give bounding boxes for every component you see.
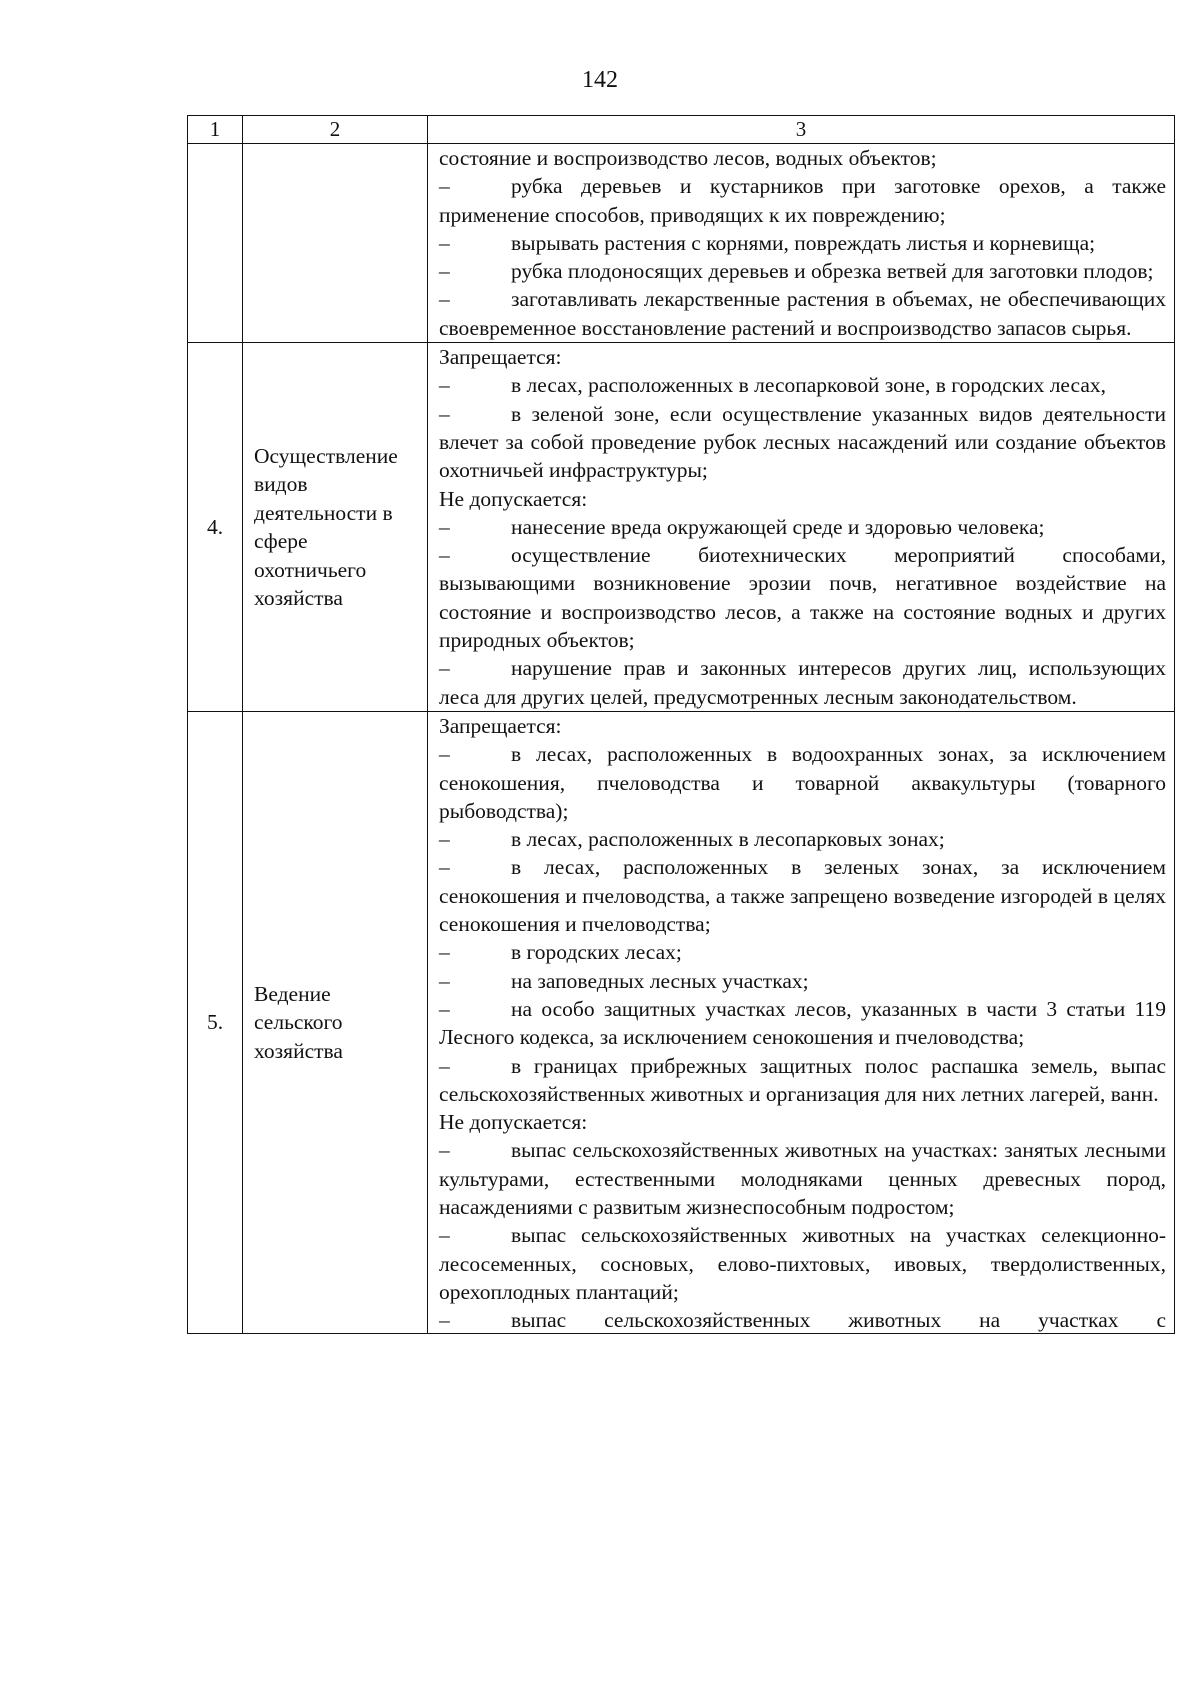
bullet-item: – в лесах, расположенных в зеленых зонах, за исключением сенокошения и пчеловодства, а также запрещено возведение изгородей в целях сенокошения и пчеловодства; [439,855,1166,937]
row-content-cell [428,144,1175,343]
dash-marker: – [439,287,450,312]
table-row-5 [188,711,1175,1333]
bullet-item: – вырывать растения с корнями, повреждать листья и корневища; [439,229,1166,257]
bullet-item: – на особо защитных участках лесов, указанных в части 3 статьи 119 Лесного кодекса, за исключением сенокошения и пчеловодства; [439,996,1166,1050]
bullet-item: – нарушение прав и законных интересов других лиц, использующих леса для других целей, предусмотренных лесным законодательством. [439,656,1166,709]
dash-marker: – [439,827,450,852]
bullet-item: – выпас сельскохозяйственных животных на участках селекционно-лесосеменных, сосновых, елово-пихтовых, ивовых, твердолиственных, орехоплодных плантаций; [439,1223,1166,1304]
bullet-item: – в границах прибрежных защитных полос распашка земель, выпас сельскохозяйственных животных и организация для них летних лагерей, ванн. [439,1053,1166,1106]
table-row-4 [188,343,1175,712]
bullet-item: – рубка деревьев и кустарников при заготовке орехов, а также применение способов, приводящих к их повреждению; [439,174,1166,227]
dash-marker: – [439,514,450,539]
column-header-3: 3 [428,116,1175,144]
dash-marker: – [439,940,450,965]
row-content-cell [428,343,1175,712]
bullet-item: – в лесах, расположенных в лесопарковой зоне, в городских лесах, [439,371,1166,399]
row-content-cell [428,711,1175,1333]
bullet-item: – в лесах, расположенных в водоохранных зонах, за исключением сенокошения, пчеловодства и товарной аквакультуры (товарного рыбоводства); [439,742,1166,823]
row-name-cell [243,144,428,343]
content-line: состояние и воспроизводство лесов, водных объектов; [439,146,937,170]
bullet-item: – рубка плодоносящих деревьев и обрезка ветвей для заготовки плодов; [439,257,1166,285]
activity-name: Осуществление видов деятельности в сфере охотничьего хозяйства [243,343,428,712]
bullet-item: – на заповедных лесных участках; [439,967,1166,995]
regulation-table [187,115,1175,1334]
content-heading: Не допускается: [439,1110,588,1135]
bullet-item: – выпас сельскохозяйственных животных на участках с [439,1306,1166,1333]
column-header-1: 1 [188,116,243,144]
dash-marker: – [439,996,450,1021]
activity-name: Ведение сельского хозяйства [243,711,428,1333]
dash-marker: – [439,174,450,199]
page-number: 142 [582,67,618,93]
dash-marker: – [439,259,450,284]
content-heading: Не допускается: [439,486,588,511]
dash-marker: – [439,230,450,255]
bullet-item: – заготавливать лекарственные растения в объемах, не обеспечивающих своевременное восстановление растений и воспроизводство запасов сырья. [439,287,1166,340]
column-header-2: 2 [243,116,428,144]
dash-marker: – [439,1308,450,1333]
bullet-item: – осуществление биотехнических мероприятий способами, вызывающими возникновение эрозии почв, негативное воздействие на состояние и воспроизводство лесов, а также на состояние водных и других природных объектов; [439,543,1166,653]
bullet-item: – выпас сельскохозяйственных животных на участках: занятых лесными культурами, естественными молодняками ценных древесных пород, насаждениями с развитым жизнеспособным подростом; [439,1138,1166,1219]
cutoff-line [439,1306,1166,1333]
dash-marker: – [439,543,450,568]
dash-marker: – [439,742,450,767]
dash-marker: – [439,968,450,993]
row-number: 4. [188,343,243,712]
row-number: 5. [188,711,243,1333]
dash-marker: – [439,855,450,880]
table-header-row [188,116,1175,144]
table-row-continuation [188,144,1175,343]
row-number-cell [188,144,243,343]
bullet-item: – в городских лесах; [439,938,1166,966]
content-heading: Запрещается: [439,345,562,370]
dash-marker: – [439,1053,450,1078]
content-heading: Запрещается: [439,713,562,738]
bullet-item: – нанесение вреда окружающей среде и здоровью человека; [439,513,1166,541]
bullet-item: – в зеленой зоне, если осуществление указанных видов деятельности влечет за собой проведение рубок лесных насаждений или создание объектов охотничьей инфраструктуры; [439,401,1166,483]
dash-marker: – [439,656,450,681]
dash-marker: – [439,1138,450,1163]
dash-marker: – [439,401,450,426]
bullet-item: – в лесах, расположенных в лесопарковых зонах; [439,825,1166,853]
dash-marker: – [439,373,450,398]
dash-marker: – [439,1223,450,1248]
